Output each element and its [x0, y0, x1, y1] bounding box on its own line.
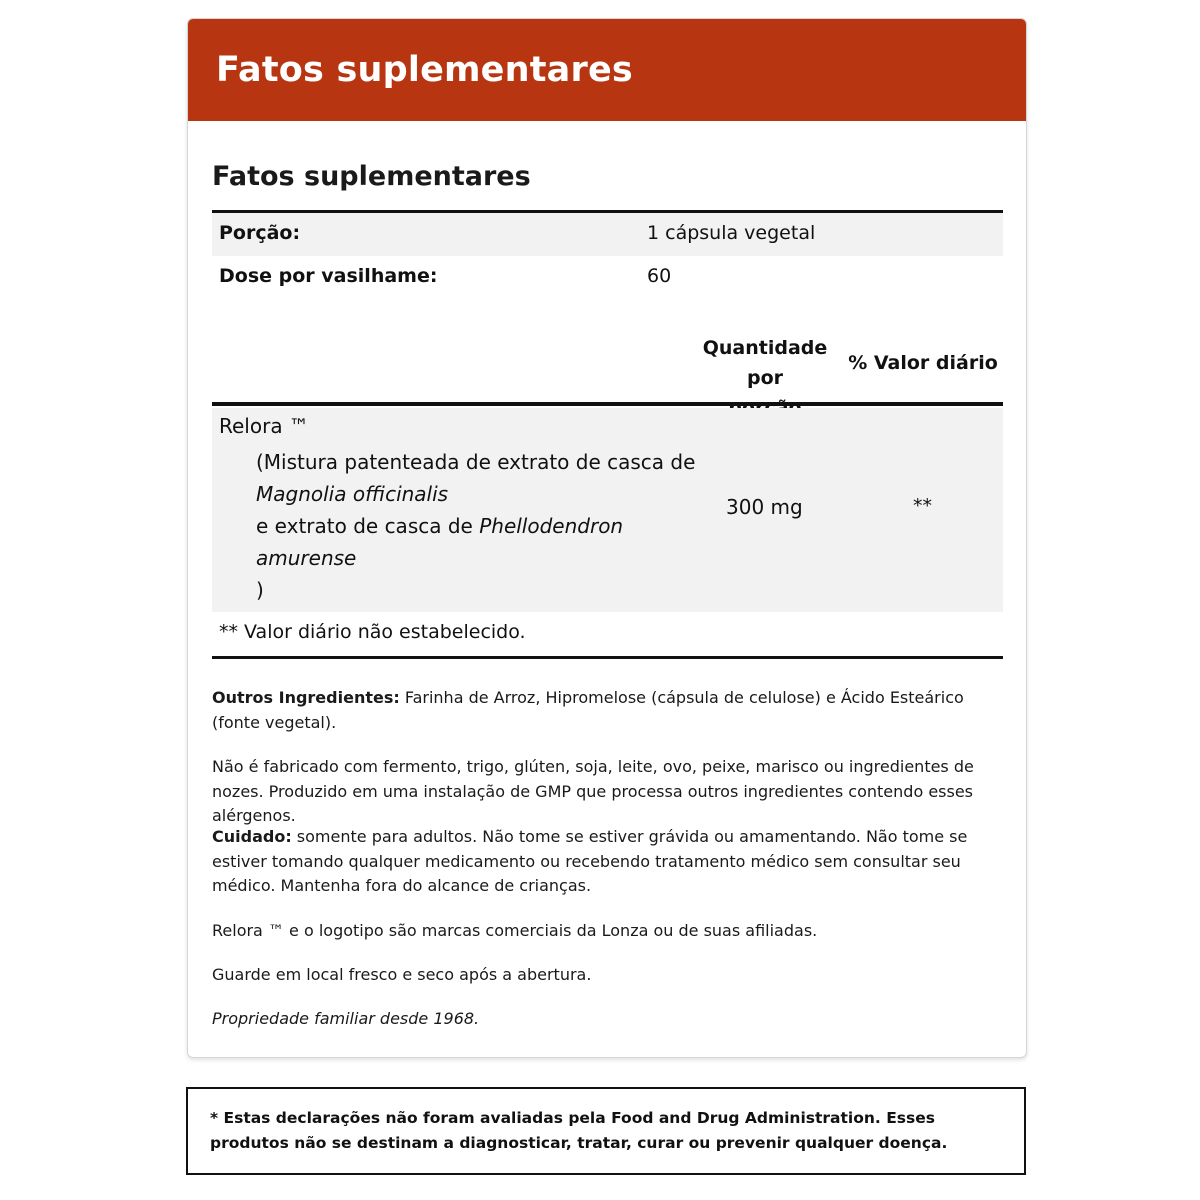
caution-text: somente para adultos. Não tome se estiver grávida ou amamentando. Não tome se estiver tomando qualquer medicamento ou recebendo tratamento médico sem consultar seu médico. Mantenha fora do alcance de crianças. — [212, 827, 968, 895]
caution-label: Cuidado: — [212, 827, 292, 846]
other-ingredients — [212, 686, 992, 735]
ingredient-description — [256, 446, 695, 606]
ingredient-desc-italic2a: Phellodendron — [479, 514, 624, 538]
other-ingredients-text: Farinha de Arroz, Hipromelose (cápsula de celulose) e Ácido Esteárico (fonte vegetal). — [212, 688, 964, 732]
trademark-statement: Relora ™ e o logotipo são marcas comerciais da Lonza ou de suas afiliadas. — [212, 921, 818, 940]
ingredient-daily-value: ** — [913, 495, 932, 517]
card-header — [188, 19, 1026, 121]
serving-row-bg — [212, 213, 1003, 256]
ingredient-desc-italic1: Magnolia officinalis — [256, 482, 449, 506]
servings-per-container-value: 60 — [647, 265, 672, 287]
storage-statement: Guarde em local fresco e seco após a abertura. — [212, 965, 592, 984]
bottom-rule — [212, 656, 1003, 659]
family-owned-statement: Propriedade familiar desde 1968. — [212, 1009, 480, 1028]
supplement-facts-card — [187, 18, 1027, 1058]
amount-header-line1: Quantidade por — [702, 337, 828, 389]
caution-statement — [212, 825, 992, 899]
card-header-title: Fatos suplementares — [216, 50, 633, 90]
ingredient-desc-italic2b: amurense — [256, 546, 357, 570]
fda-disclaimer: * Estas declarações não foram avaliadas pela Food and Drug Administration. Esses produtos não se destinam a diagnosticar, tratar, curar ou prevenir qualquer doença. — [186, 1087, 1026, 1175]
ingredient-desc-close: ) — [256, 578, 264, 602]
allergen-statement: Não é fabricado com fermento, trigo, glúten, soja, leite, ovo, peixe, marisco ou ingredientes de nozes. Produzido em uma instalação de GMP que processa outros ingredientes contendo esses alérgenos. — [212, 757, 974, 825]
serving-value: 1 cápsula vegetal — [647, 222, 816, 244]
servings-per-container-label: Dose por vasilhame: — [219, 265, 438, 287]
serving-label: Porção: — [219, 222, 301, 244]
daily-value-header: % Valor diário — [848, 352, 998, 374]
ingredient-desc-line1: (Mistura patenteada de extrato de casca de — [256, 450, 696, 474]
header-rule — [212, 402, 1003, 406]
ingredient-amount: 300 mg — [726, 495, 803, 519]
footnote: ** Valor diário não estabelecido. — [219, 621, 526, 643]
ingredient-desc-line3: e extrato de casca de — [256, 514, 480, 538]
other-ingredients-label: Outros Ingredientes: — [212, 688, 400, 707]
panel-title: Fatos suplementares — [212, 161, 531, 192]
ingredient-name: Relora ™ — [219, 414, 309, 438]
